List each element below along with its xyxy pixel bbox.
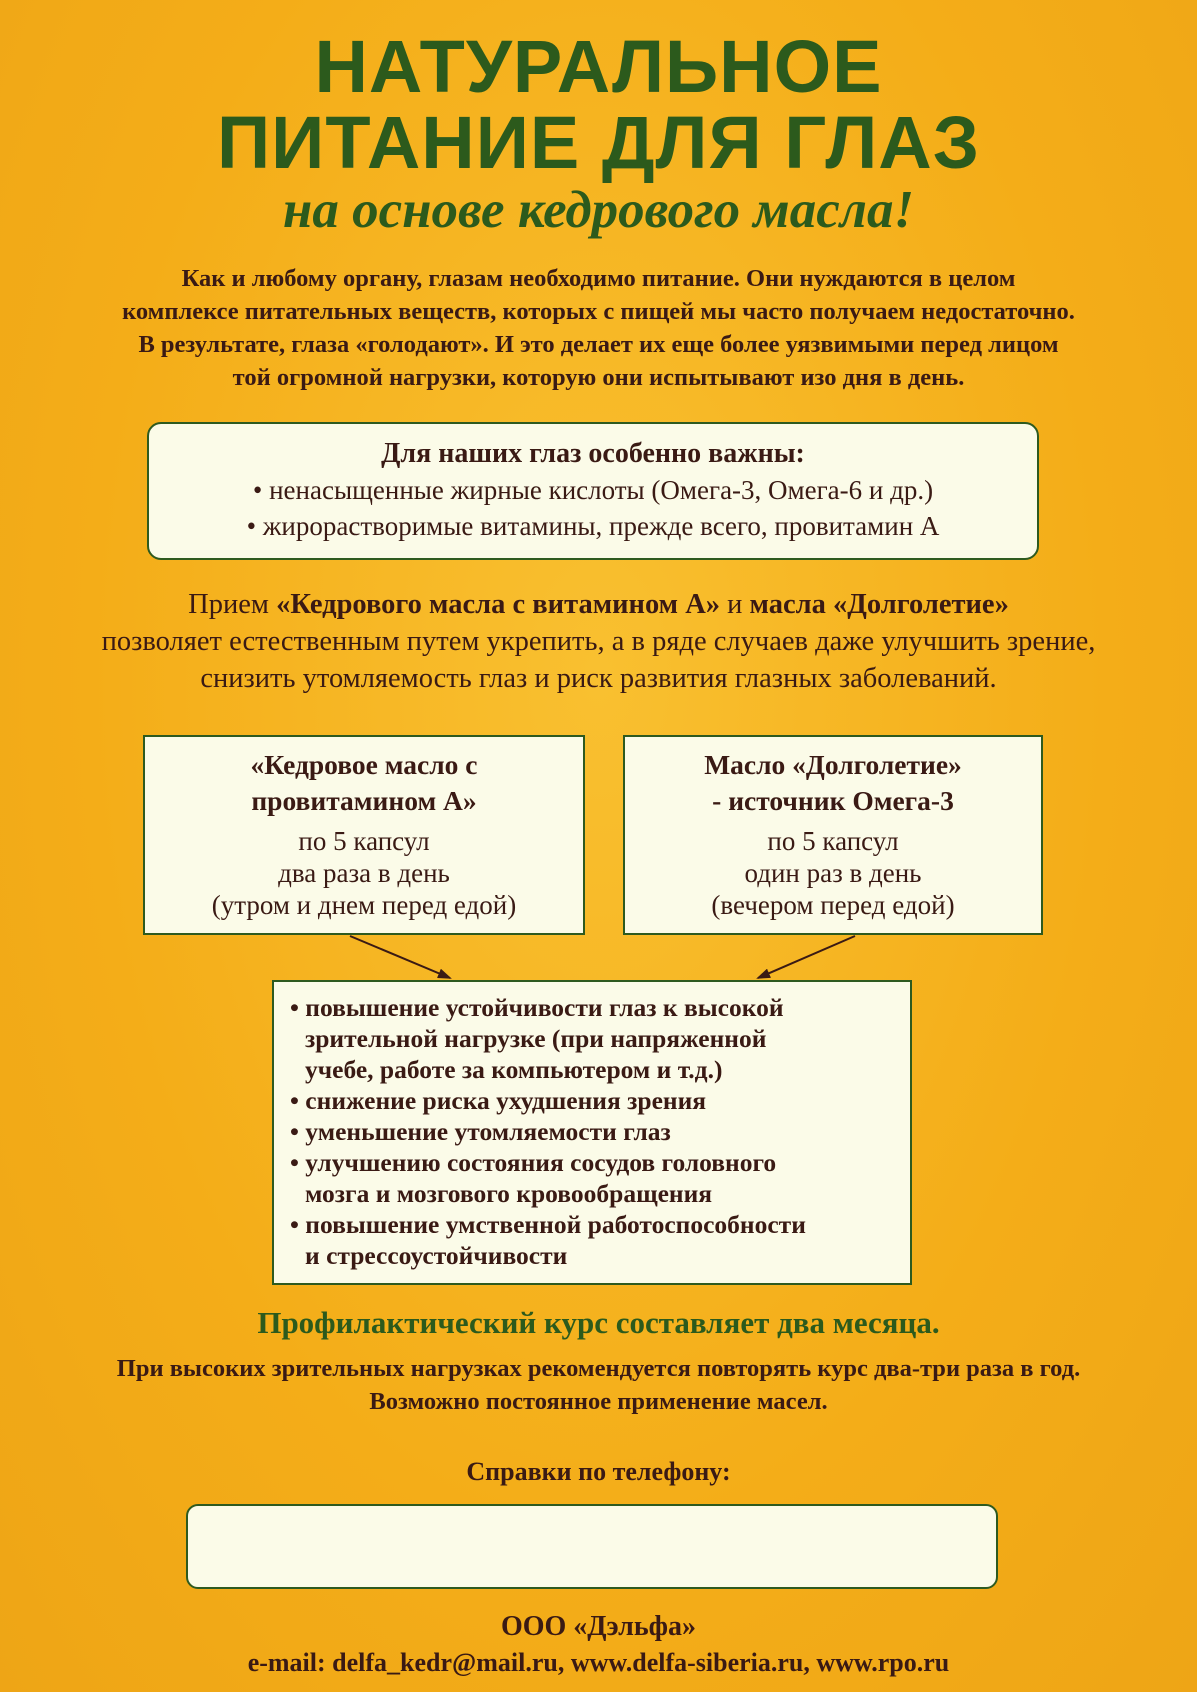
company-name: ООО «Дэльфа» — [500, 1611, 697, 1642]
benefit-item: зрительной нагрузке (при напряженной — [305, 1024, 767, 1053]
usage-mid: и — [720, 589, 750, 620]
benefit-item: • уменьшение утомляемости глаз — [290, 1117, 671, 1146]
important-item: • ненасыщенные жирные кислоты (Омега-3, Омега-6 и др.) — [252, 475, 934, 505]
usage-prefix: Прием — [188, 589, 277, 620]
benefits-box — [272, 980, 912, 1285]
recommendation — [0, 1352, 1197, 1418]
product-b-name: - источник Омега-3 — [712, 785, 954, 816]
course-duration: Профилактический курс составляет два месяца. — [257, 1305, 940, 1340]
important-heading: Для наших глаз особенно важны: — [381, 438, 805, 469]
product2-ref: масла «Долголетие» — [749, 589, 1009, 620]
phone-label: Справки по телефону: — [466, 1457, 731, 1486]
benefit-item: • повышение устойчивости глаз к высокой — [290, 993, 784, 1022]
benefit-item: учебе, работе за компьютером и т.д.) — [305, 1055, 723, 1084]
usage-line-3: снизить утомляемость глаз и риск развития глазных заболеваний. — [200, 663, 997, 694]
important-item: • жирорастворимые витамины, прежде всего, провитамин А — [246, 511, 940, 541]
benefit-item: • повышение умственной работоспособности — [290, 1210, 806, 1239]
benefit-item: и стрессоустойчивости — [305, 1241, 568, 1270]
arrow-left — [350, 936, 450, 978]
product-b-frequency: один раз в день — [744, 858, 922, 888]
benefit-item: • улучшению состояния сосудов головного — [290, 1148, 777, 1177]
product-a-dose: по 5 капсул — [298, 826, 430, 856]
title-line-1: НАТУРАЛЬНОЕ — [314, 25, 883, 108]
benefit-item: мозга и мозгового кровообращения — [305, 1179, 713, 1208]
intro-line: В результате, глаза «голодают». И это делает их еще более уязвимыми перед лицом — [138, 331, 1059, 358]
subtitle: на основе кедрового масла! — [282, 181, 915, 239]
product-b-dose: по 5 капсул — [767, 826, 899, 856]
recommendation-line: При высоких зрительных нагрузках рекомендуется повторять курс два-три раза в год. — [116, 1355, 1081, 1382]
title-line-2: ПИТАНИЕ ДЛЯ ГЛАЗ — [216, 101, 981, 184]
product-b-timing: (вечером перед едой) — [711, 890, 955, 920]
contacts-line: e-mail: delfa_kedr@mail.ru, www.delfa-siberia.ru, www.rpo.ru — [247, 1648, 950, 1677]
intro-line: комплексе питательных веществ, которых с пищей мы часто получаем недостаточно. — [122, 298, 1075, 325]
usage-line-2: позволяет естественным путем укрепить, а в ряде случаев даже улучшить зрение, — [101, 626, 1096, 657]
phone-field — [186, 1504, 998, 1589]
product-b-name: Масло «Долголетие» — [704, 749, 962, 780]
product-a-name: провитамином А» — [251, 785, 477, 816]
arrow-right — [758, 936, 855, 978]
product1-ref: «Кедрового масла с витамином А» — [276, 589, 721, 620]
intro-line: Как и любому органу, глазам необходимо питание. Они нуждаются в целом — [181, 265, 1016, 292]
recommendation-line: Возможно постоянное применение масел. — [369, 1388, 828, 1415]
intro-line: той огромной нагрузки, которую они испытывают изо дня в день. — [232, 364, 965, 391]
product-a-name: «Кедровое масло с — [250, 749, 478, 780]
product-a-frequency: два раза в день — [278, 858, 450, 888]
benefit-item: • снижение риска ухудшения зрения — [290, 1086, 707, 1115]
product-a-timing: (утром и днем перед едой) — [211, 890, 517, 920]
